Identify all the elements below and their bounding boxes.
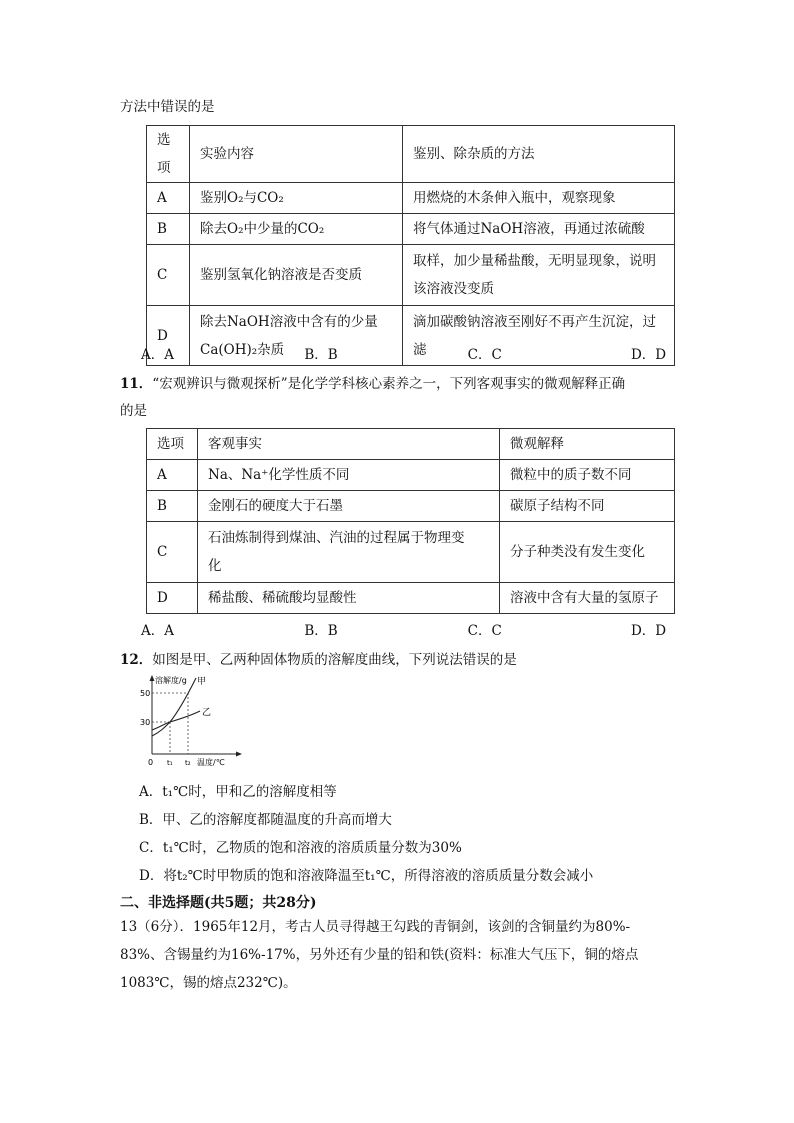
q12-choice-b[interactable]: B．甲、乙的溶解度都随温度的升高而增大: [139, 812, 392, 828]
q10-answer-options: [141, 343, 701, 363]
option-cell: A: [147, 460, 198, 491]
y-tick-30: 30: [140, 718, 151, 727]
table-row: [147, 522, 675, 583]
question-number: 12．: [120, 652, 153, 668]
answer-option[interactable]: B．B: [304, 623, 338, 639]
explanation-cell: 微粒中的质子数不同: [500, 460, 675, 491]
content-line: Ca(OH)₂杂质: [200, 341, 285, 358]
option-cell: C: [147, 522, 198, 583]
table-header-row: [147, 126, 675, 183]
option-cell: B: [147, 214, 190, 245]
series-label-jia: 甲: [197, 677, 207, 687]
content-cell: 鉴别O₂与CO₂: [190, 183, 403, 214]
header-option: 选项: [147, 429, 198, 460]
method-line: 该溶液没变质: [413, 281, 494, 297]
q10-intro: 方法中错误的是: [120, 99, 215, 115]
answer-option[interactable]: D．D: [630, 347, 667, 363]
q12-choice-a[interactable]: A．t₁℃时，甲和乙的溶解度相等: [139, 784, 337, 800]
method-line: 滤: [413, 341, 427, 358]
table-row: [147, 183, 675, 214]
q13-line: 13（6分）．1965年12月，考古人员寻得越王勾践的青铜剑，该剑的含铜量约为80%-: [120, 919, 631, 935]
origin-label: 0: [148, 758, 154, 767]
content-cell: 除去O₂中少量的CO₂: [190, 214, 403, 245]
solubility-curve-graph: [136, 672, 246, 772]
q12-choice-d[interactable]: D．将t₂℃时甲物质的饱和溶液降温至t₁℃，所得溶液的溶质质量分数会减小: [139, 868, 594, 884]
option-cell: C: [147, 245, 190, 306]
option-cell: D: [147, 306, 190, 366]
table-row: [147, 460, 675, 491]
method-line: 取样，加少量稀盐酸，无明显现象，说明: [413, 253, 656, 269]
header-option: 选项: [147, 126, 190, 183]
y-axis-label: 溶解度/g: [155, 676, 187, 685]
q12-stem: [120, 648, 517, 668]
table-row: [147, 245, 675, 306]
fact-line: 石油炼制得到煤油、汽油的过程属于物理变: [208, 530, 465, 546]
answer-option[interactable]: C．C: [467, 623, 502, 639]
header-method: 鉴别、除杂质的方法: [403, 126, 675, 183]
method-cell: [403, 245, 675, 306]
stem-text: “宏观辨识与微观探析”是化学学科核心素养之一，下列客观事实的微观解释正确: [152, 376, 626, 392]
y-axis-arrow: [150, 675, 155, 681]
answer-option[interactable]: B．B: [304, 347, 338, 363]
q11-answer-options: [141, 619, 701, 639]
explanation-cell: 溶液中含有大量的氢原子: [500, 583, 675, 614]
table-row: [147, 491, 675, 522]
option-cell: A: [147, 183, 190, 214]
answer-option[interactable]: D．D: [630, 623, 667, 639]
stem-text: 如图是甲、乙两种固体物质的溶解度曲线，下列说法错误的是: [152, 652, 517, 668]
q12-choice-c[interactable]: C．t₁℃时，乙物质的饱和溶液的溶质质量分数为30%: [139, 840, 462, 856]
q11-stem-cont: 的是: [120, 403, 147, 419]
answer-option[interactable]: A．A: [141, 347, 174, 363]
x-axis-arrow: [236, 752, 242, 757]
q11-table: [146, 428, 675, 614]
section-title: 二、非选择题(共5题；共28分): [120, 895, 317, 911]
option-cell: D: [147, 583, 198, 614]
q11-stem: [120, 372, 625, 392]
fact-cell: 金刚石的硬度大于石墨: [198, 491, 500, 522]
header-fact: 客观事实: [198, 429, 500, 460]
content-cell: 鉴别氢氧化钠溶液是否变质: [190, 245, 403, 306]
method-line: 滴加碳酸钠溶液至刚好不再产生沉淀，过: [413, 313, 656, 330]
q13-line: 1083℃，锡的熔点232℃)。: [120, 975, 297, 991]
x-axis-label: 温度/℃: [197, 758, 225, 767]
fact-line: 化: [208, 558, 222, 574]
q10-table: [146, 125, 675, 366]
series-label-yi: 乙: [202, 708, 212, 718]
question-number: 11．: [120, 376, 153, 392]
table-row: [147, 214, 675, 245]
option-cell: B: [147, 491, 198, 522]
x-tick-t1: t₁: [167, 759, 173, 767]
fact-cell: 稀盐酸、稀硫酸均显酸性: [198, 583, 500, 614]
header-content: 实验内容: [190, 126, 403, 183]
fact-cell: Na、Na⁺化学性质不同: [198, 460, 500, 491]
table-header-row: [147, 429, 675, 460]
explanation-cell: 碳原子结构不同: [500, 491, 675, 522]
fact-cell: [198, 522, 500, 583]
q13-line: 83%、含锡量约为16%-17%，另外还有少量的铅和铁(资料：标准大气压下，铜的熔点: [120, 947, 639, 963]
method-cell: 用燃烧的木条伸入瓶中，观察现象: [403, 183, 675, 214]
y-tick-50: 50: [140, 689, 151, 698]
header-explanation: 微观解释: [500, 429, 675, 460]
table-row: [147, 583, 675, 614]
answer-option[interactable]: C．C: [467, 347, 502, 363]
answer-option[interactable]: A．A: [141, 623, 174, 639]
explanation-cell: 分子种类没有发生变化: [500, 522, 675, 583]
method-cell: 将气体通过NaOH溶液，再通过浓硫酸: [403, 214, 675, 245]
x-tick-t2: t₂: [185, 759, 191, 767]
content-line: 除去NaOH溶液中含有的少量: [200, 313, 378, 330]
